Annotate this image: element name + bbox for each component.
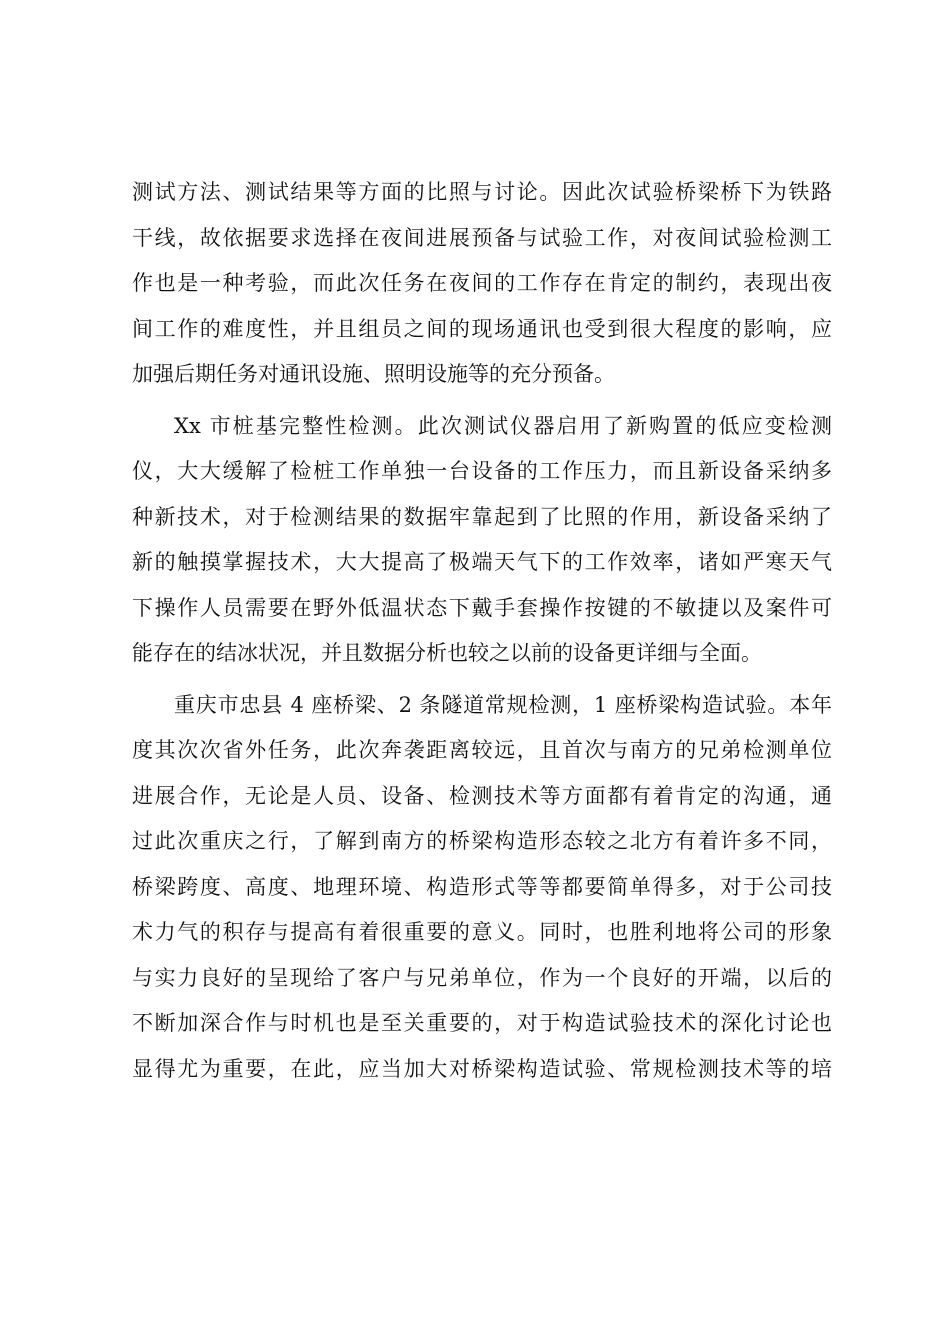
paragraph-2-line-1: Xx 市桩基完整性检测。此次测试仪器启用了新购置的低应变检测	[174, 413, 832, 438]
paragraph-2-line-5: 下操作人员需要在野外低温状态下戴手套操作按键的不敏捷以及案件可	[132, 595, 832, 620]
paragraph-3-line-6: 术力气的积存与提高有着很重要的意义。同时，也胜利地将公司的形象	[132, 920, 832, 944]
paragraph-3-line-2: 度其次次省外任务，此次奔袭距离较远，且首次与南方的兄弟检测单位	[132, 738, 832, 762]
paragraph-2-line-2: 仪，大大缓解了检桩工作单独一台设备的工作压力，而且新设备采纳多	[132, 459, 832, 483]
document-body	[132, 170, 832, 1092]
paragraph-3-line-4: 过此次重庆之行，了解到南方的桥梁构造形态较之北方有着许多不同，	[132, 829, 832, 853]
paragraph-3-line-5: 桥梁跨度、高度、地理环境、构造形式等等都要简单得多，对于公司技	[132, 874, 832, 899]
paragraph-2-line-3: 种新技术，对于检测结果的数据牢靠起到了比照的作用，新设备采纳了	[132, 504, 832, 529]
paragraph-3-line-9: 显得尤为重要，在此，应当加大对桥梁构造试验、常规检测技术等的培	[132, 1056, 832, 1081]
paragraph-1-line-3: 作也是一种考验，而此次任务在夜间的工作存在肯定的制约，表现出夜	[132, 271, 832, 295]
paragraph-2-line-6: 能存在的结冰状况，并且数据分析也较之以前的设备更详细与全面。	[132, 641, 762, 665]
paragraph-1-line-1: 测试方法、测试结果等方面的比照与讨论。因此次试验桥梁桥下为铁路	[132, 180, 832, 204]
paragraph-3-line-7: 与实力良好的呈现给了客户与兄弟单位，作为一个良好的开端，以后的	[132, 965, 832, 990]
paragraph-3-line-1: 重庆市忠县 4 座桥梁、2 条隧道常规检测，1 座桥梁构造试验。本年	[174, 692, 832, 717]
paragraph-2-line-4: 新的触摸掌握技术，大大提高了极端天气下的工作效率，诸如严寒天气	[132, 550, 832, 574]
paragraph-1-line-2: 干线，故依据要求选择在夜间进展预备与试验工作，对夜间试验检测工	[132, 225, 832, 250]
paragraph-1-line-5: 加强后期任务对通讯设施、照明设施等的充分预备。	[132, 362, 615, 386]
paragraph-3-line-8: 不断加深合作与时机也是至关重要的，对于构造试验技术的深化讨论也	[132, 1011, 832, 1035]
paragraph-3-line-3: 进展合作，无论是人员、设备、检测技术等方面都有着肯定的沟通，通	[132, 783, 832, 808]
paragraph-1-line-4: 间工作的难度性，并且组员之间的现场通讯也受到很大程度的影响，应	[132, 316, 832, 341]
